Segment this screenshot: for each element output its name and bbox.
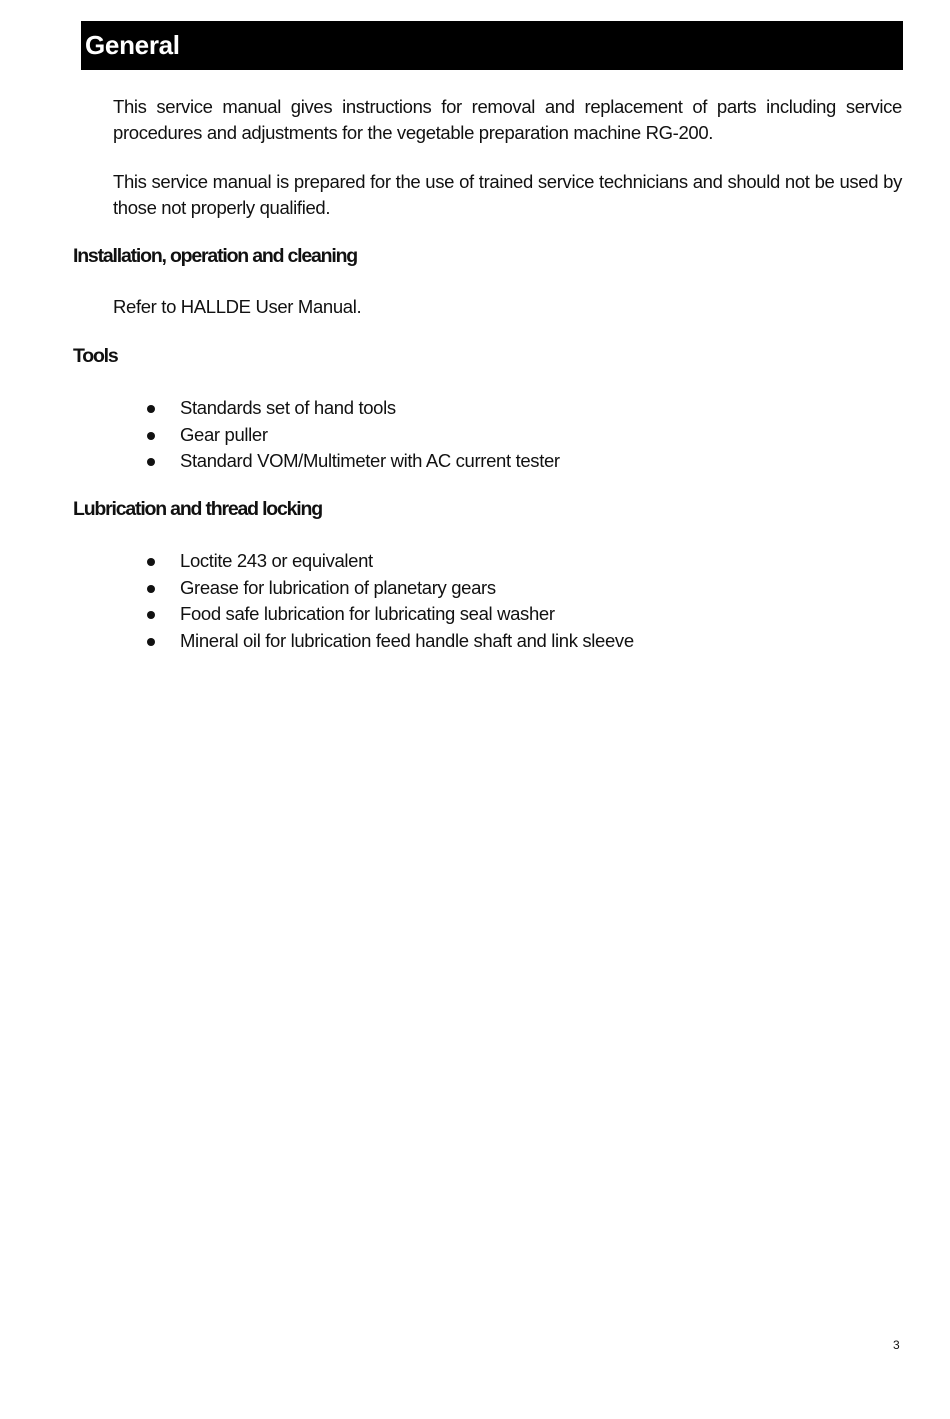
intro-paragraph: This service manual gives instructions for removal and replacement of parts including service procedures and adjustments for the vegetable preparation machine RG-200.: [113, 96, 902, 143]
list-item: [145, 395, 560, 422]
list-item-text: Gear puller: [180, 423, 268, 445]
list-item: [145, 422, 560, 449]
list-item: [145, 601, 634, 628]
list-item: [145, 628, 634, 655]
heading-tools: Tools: [73, 345, 118, 367]
list-item-text: Grease for lubrication of planetary gears: [180, 576, 496, 598]
bullet-icon: [147, 458, 155, 466]
qualification-paragraph: This service manual is prepared for the use of trained service technicians and should not be used by those not properly qualified.: [113, 171, 902, 218]
installation-text: Refer to HALLDE User Manual.: [113, 296, 362, 317]
tools-list: [145, 395, 560, 475]
list-item-text: Food safe lubrication for lubricating seal washer: [180, 603, 555, 624]
bullet-icon: [147, 432, 155, 440]
bullet-icon: [147, 558, 155, 566]
list-item-text: Standard VOM/Multimeter with AC current tester: [180, 450, 560, 471]
bullet-icon: [147, 611, 155, 619]
bullet-icon: [147, 638, 155, 646]
bullet-icon: [147, 405, 155, 413]
list-item: [145, 575, 634, 602]
section-title-bar: [81, 21, 903, 70]
page-title: General: [85, 30, 180, 60]
list-item-text: Loctite 243 or equivalent: [180, 550, 373, 571]
heading-lubrication: Lubrication and thread locking: [73, 498, 322, 520]
lubrication-list: [145, 548, 634, 654]
heading-installation: Installation, operation and cleaning: [73, 245, 358, 267]
bullet-icon: [147, 585, 155, 593]
page-number: 3: [893, 1338, 900, 1352]
list-item-text: Mineral oil for lubrication feed handle shaft and link sleeve: [180, 629, 634, 651]
list-item-text: Standards set of hand tools: [180, 397, 396, 418]
list-item: [145, 548, 634, 575]
list-item: [145, 448, 560, 475]
